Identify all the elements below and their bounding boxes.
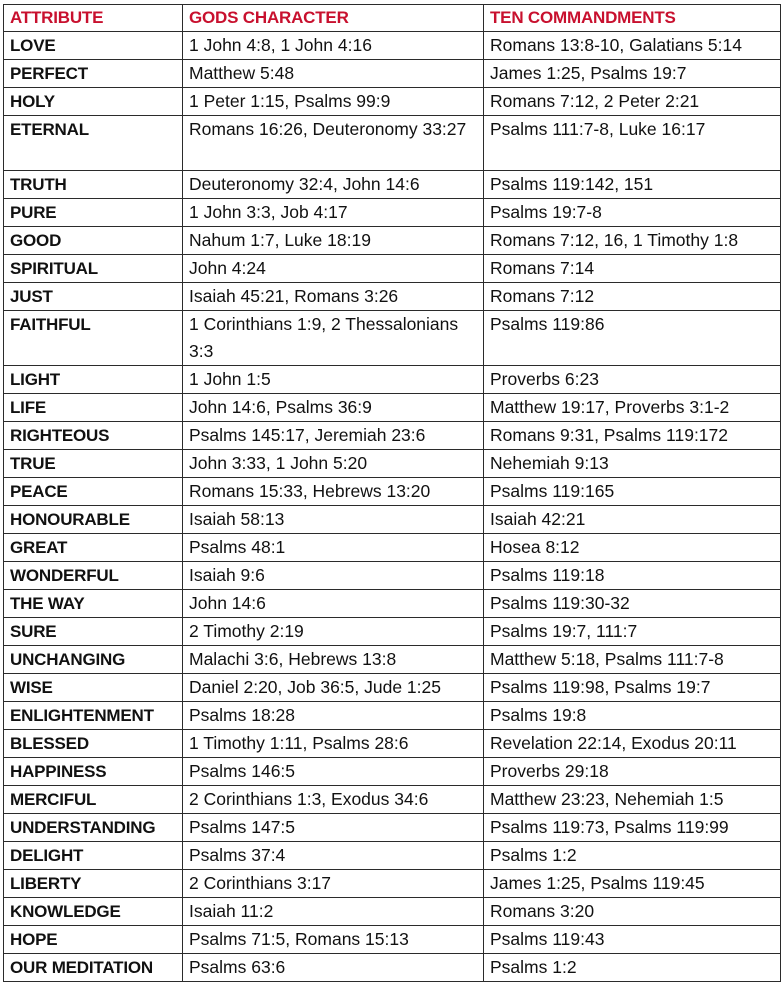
attribute-cell: OUR MEDITATION	[4, 954, 183, 982]
ten-commandments-cell: Romans 7:12	[484, 283, 781, 311]
table-row	[4, 283, 781, 311]
table-row	[4, 758, 781, 786]
attribute-cell: SURE	[4, 618, 183, 646]
ten-commandments-cell: Psalms 19:8	[484, 702, 781, 730]
ten-commandments-cell: Psalms 1:2	[484, 842, 781, 870]
gods-character-cell: John 4:24	[183, 255, 484, 283]
gods-character-cell: 2 Corinthians 1:3, Exodus 34:6	[183, 786, 484, 814]
table-row	[4, 562, 781, 590]
table-row	[4, 394, 781, 422]
attributes-table	[3, 4, 781, 982]
attribute-cell: MERCIFUL	[4, 786, 183, 814]
ten-commandments-cell: James 1:25, Psalms 19:7	[484, 60, 781, 88]
attribute-cell: TRUE	[4, 450, 183, 478]
table-row	[4, 842, 781, 870]
table-row	[4, 311, 781, 366]
attribute-cell: HOLY	[4, 88, 183, 116]
gods-character-cell: Deuteronomy 32:4, John 14:6	[183, 171, 484, 199]
ten-commandments-cell: Romans 7:12, 2 Peter 2:21	[484, 88, 781, 116]
table-row	[4, 534, 781, 562]
ten-commandments-cell: Hosea 8:12	[484, 534, 781, 562]
gods-character-cell: Psalms 147:5	[183, 814, 484, 842]
ten-commandments-cell: Romans 3:20	[484, 898, 781, 926]
table-row	[4, 60, 781, 88]
table-row	[4, 590, 781, 618]
header-row	[4, 5, 781, 32]
table-row	[4, 730, 781, 758]
table-row	[4, 898, 781, 926]
gods-character-cell: 2 Timothy 2:19	[183, 618, 484, 646]
ten-commandments-cell: Psalms 119:18	[484, 562, 781, 590]
attribute-cell: GREAT	[4, 534, 183, 562]
ten-commandments-cell: Psalms 119:43	[484, 926, 781, 954]
attribute-cell: RIGHTEOUS	[4, 422, 183, 450]
table-row	[4, 618, 781, 646]
gods-character-cell: Matthew 5:48	[183, 60, 484, 88]
ten-commandments-cell: Psalms 119:98, Psalms 19:7	[484, 674, 781, 702]
attribute-cell: ENLIGHTENMENT	[4, 702, 183, 730]
gods-character-cell: 1 Peter 1:15, Psalms 99:9	[183, 88, 484, 116]
ten-commandments-cell: Psalms 119:73, Psalms 119:99	[484, 814, 781, 842]
table-row	[4, 199, 781, 227]
gods-character-cell: Romans 16:26, Deuteronomy 33:27	[183, 116, 484, 171]
table-row	[4, 814, 781, 842]
ten-commandments-cell: Psalms 1:2	[484, 954, 781, 982]
gods-character-cell: 1 John 1:5	[183, 366, 484, 394]
attribute-cell: HAPPINESS	[4, 758, 183, 786]
attribute-cell: KNOWLEDGE	[4, 898, 183, 926]
attribute-cell: UNDERSTANDING	[4, 814, 183, 842]
attribute-cell: LIGHT	[4, 366, 183, 394]
attribute-cell: UNCHANGING	[4, 646, 183, 674]
attribute-cell: TRUTH	[4, 171, 183, 199]
gods-character-cell: Psalms 37:4	[183, 842, 484, 870]
gods-character-cell: Isaiah 58:13	[183, 506, 484, 534]
table-row	[4, 227, 781, 255]
gods-character-cell: Nahum 1:7, Luke 18:19	[183, 227, 484, 255]
attribute-cell: WONDERFUL	[4, 562, 183, 590]
gods-character-cell: Psalms 145:17, Jeremiah 23:6	[183, 422, 484, 450]
attribute-cell: FAITHFUL	[4, 311, 183, 366]
ten-commandments-cell: Psalms 111:7-8, Luke 16:17	[484, 116, 781, 171]
header-ten-commandments: TEN COMMANDMENTS	[484, 5, 781, 32]
gods-character-cell: Psalms 146:5	[183, 758, 484, 786]
table-row	[4, 478, 781, 506]
attribute-cell: LIBERTY	[4, 870, 183, 898]
ten-commandments-cell: Isaiah 42:21	[484, 506, 781, 534]
ten-commandments-cell: Psalms 19:7-8	[484, 199, 781, 227]
ten-commandments-cell: Psalms 119:30-32	[484, 590, 781, 618]
table-row	[4, 926, 781, 954]
attribute-cell: JUST	[4, 283, 183, 311]
gods-character-cell: 1 Corinthians 1:9, 2 Thessalonians 3:3	[183, 311, 484, 366]
ten-commandments-cell: Matthew 19:17, Proverbs 3:1-2	[484, 394, 781, 422]
ten-commandments-cell: Psalms 119:142, 151	[484, 171, 781, 199]
attribute-cell: THE WAY	[4, 590, 183, 618]
ten-commandments-cell: Psalms 119:86	[484, 311, 781, 366]
attribute-cell: BLESSED	[4, 730, 183, 758]
header-attribute: ATTRIBUTE	[4, 5, 183, 32]
table-row	[4, 702, 781, 730]
table-row	[4, 255, 781, 283]
table-row	[4, 32, 781, 60]
gods-character-cell: Romans 15:33, Hebrews 13:20	[183, 478, 484, 506]
table-row	[4, 171, 781, 199]
table-row	[4, 450, 781, 478]
gods-character-cell: 1 Timothy 1:11, Psalms 28:6	[183, 730, 484, 758]
table-row	[4, 786, 781, 814]
table-row	[4, 422, 781, 450]
gods-character-cell: Daniel 2:20, Job 36:5, Jude 1:25	[183, 674, 484, 702]
attribute-cell: HOPE	[4, 926, 183, 954]
gods-character-cell: John 14:6	[183, 590, 484, 618]
ten-commandments-cell: Psalms 119:165	[484, 478, 781, 506]
gods-character-cell: Psalms 71:5, Romans 15:13	[183, 926, 484, 954]
attribute-cell: PERFECT	[4, 60, 183, 88]
gods-character-cell: Psalms 48:1	[183, 534, 484, 562]
attribute-cell: SPIRITUAL	[4, 255, 183, 283]
attribute-cell: WISE	[4, 674, 183, 702]
ten-commandments-cell: Matthew 5:18, Psalms 111:7-8	[484, 646, 781, 674]
attribute-cell: GOOD	[4, 227, 183, 255]
gods-character-cell: John 3:33, 1 John 5:20	[183, 450, 484, 478]
gods-character-cell: John 14:6, Psalms 36:9	[183, 394, 484, 422]
table-row	[4, 506, 781, 534]
ten-commandments-cell: Romans 13:8-10, Galatians 5:14	[484, 32, 781, 60]
gods-character-cell: Psalms 18:28	[183, 702, 484, 730]
attribute-cell: LOVE	[4, 32, 183, 60]
table-row	[4, 870, 781, 898]
gods-character-cell: Isaiah 11:2	[183, 898, 484, 926]
attribute-cell: PEACE	[4, 478, 183, 506]
ten-commandments-cell: Matthew 23:23, Nehemiah 1:5	[484, 786, 781, 814]
ten-commandments-cell: Proverbs 29:18	[484, 758, 781, 786]
attributes-table-container	[3, 4, 780, 982]
attribute-cell: DELIGHT	[4, 842, 183, 870]
gods-character-cell: Isaiah 45:21, Romans 3:26	[183, 283, 484, 311]
gods-character-cell: 2 Corinthians 3:17	[183, 870, 484, 898]
table-row	[4, 116, 781, 171]
ten-commandments-cell: Revelation 22:14, Exodus 20:11	[484, 730, 781, 758]
attribute-cell: HONOURABLE	[4, 506, 183, 534]
header-gods-character: GODS CHARACTER	[183, 5, 484, 32]
table-row	[4, 954, 781, 982]
attribute-cell: ETERNAL	[4, 116, 183, 171]
gods-character-cell: Psalms 63:6	[183, 954, 484, 982]
table-row	[4, 88, 781, 116]
table-row	[4, 674, 781, 702]
ten-commandments-cell: Nehemiah 9:13	[484, 450, 781, 478]
table-row	[4, 646, 781, 674]
attribute-cell: LIFE	[4, 394, 183, 422]
gods-character-cell: 1 John 3:3, Job 4:17	[183, 199, 484, 227]
attribute-cell: PURE	[4, 199, 183, 227]
ten-commandments-cell: Romans 9:31, Psalms 119:172	[484, 422, 781, 450]
ten-commandments-cell: James 1:25, Psalms 119:45	[484, 870, 781, 898]
gods-character-cell: Malachi 3:6, Hebrews 13:8	[183, 646, 484, 674]
table-row	[4, 366, 781, 394]
ten-commandments-cell: Romans 7:14	[484, 255, 781, 283]
gods-character-cell: Isaiah 9:6	[183, 562, 484, 590]
ten-commandments-cell: Romans 7:12, 16, 1 Timothy 1:8	[484, 227, 781, 255]
gods-character-cell: 1 John 4:8, 1 John 4:16	[183, 32, 484, 60]
ten-commandments-cell: Proverbs 6:23	[484, 366, 781, 394]
ten-commandments-cell: Psalms 19:7, 111:7	[484, 618, 781, 646]
